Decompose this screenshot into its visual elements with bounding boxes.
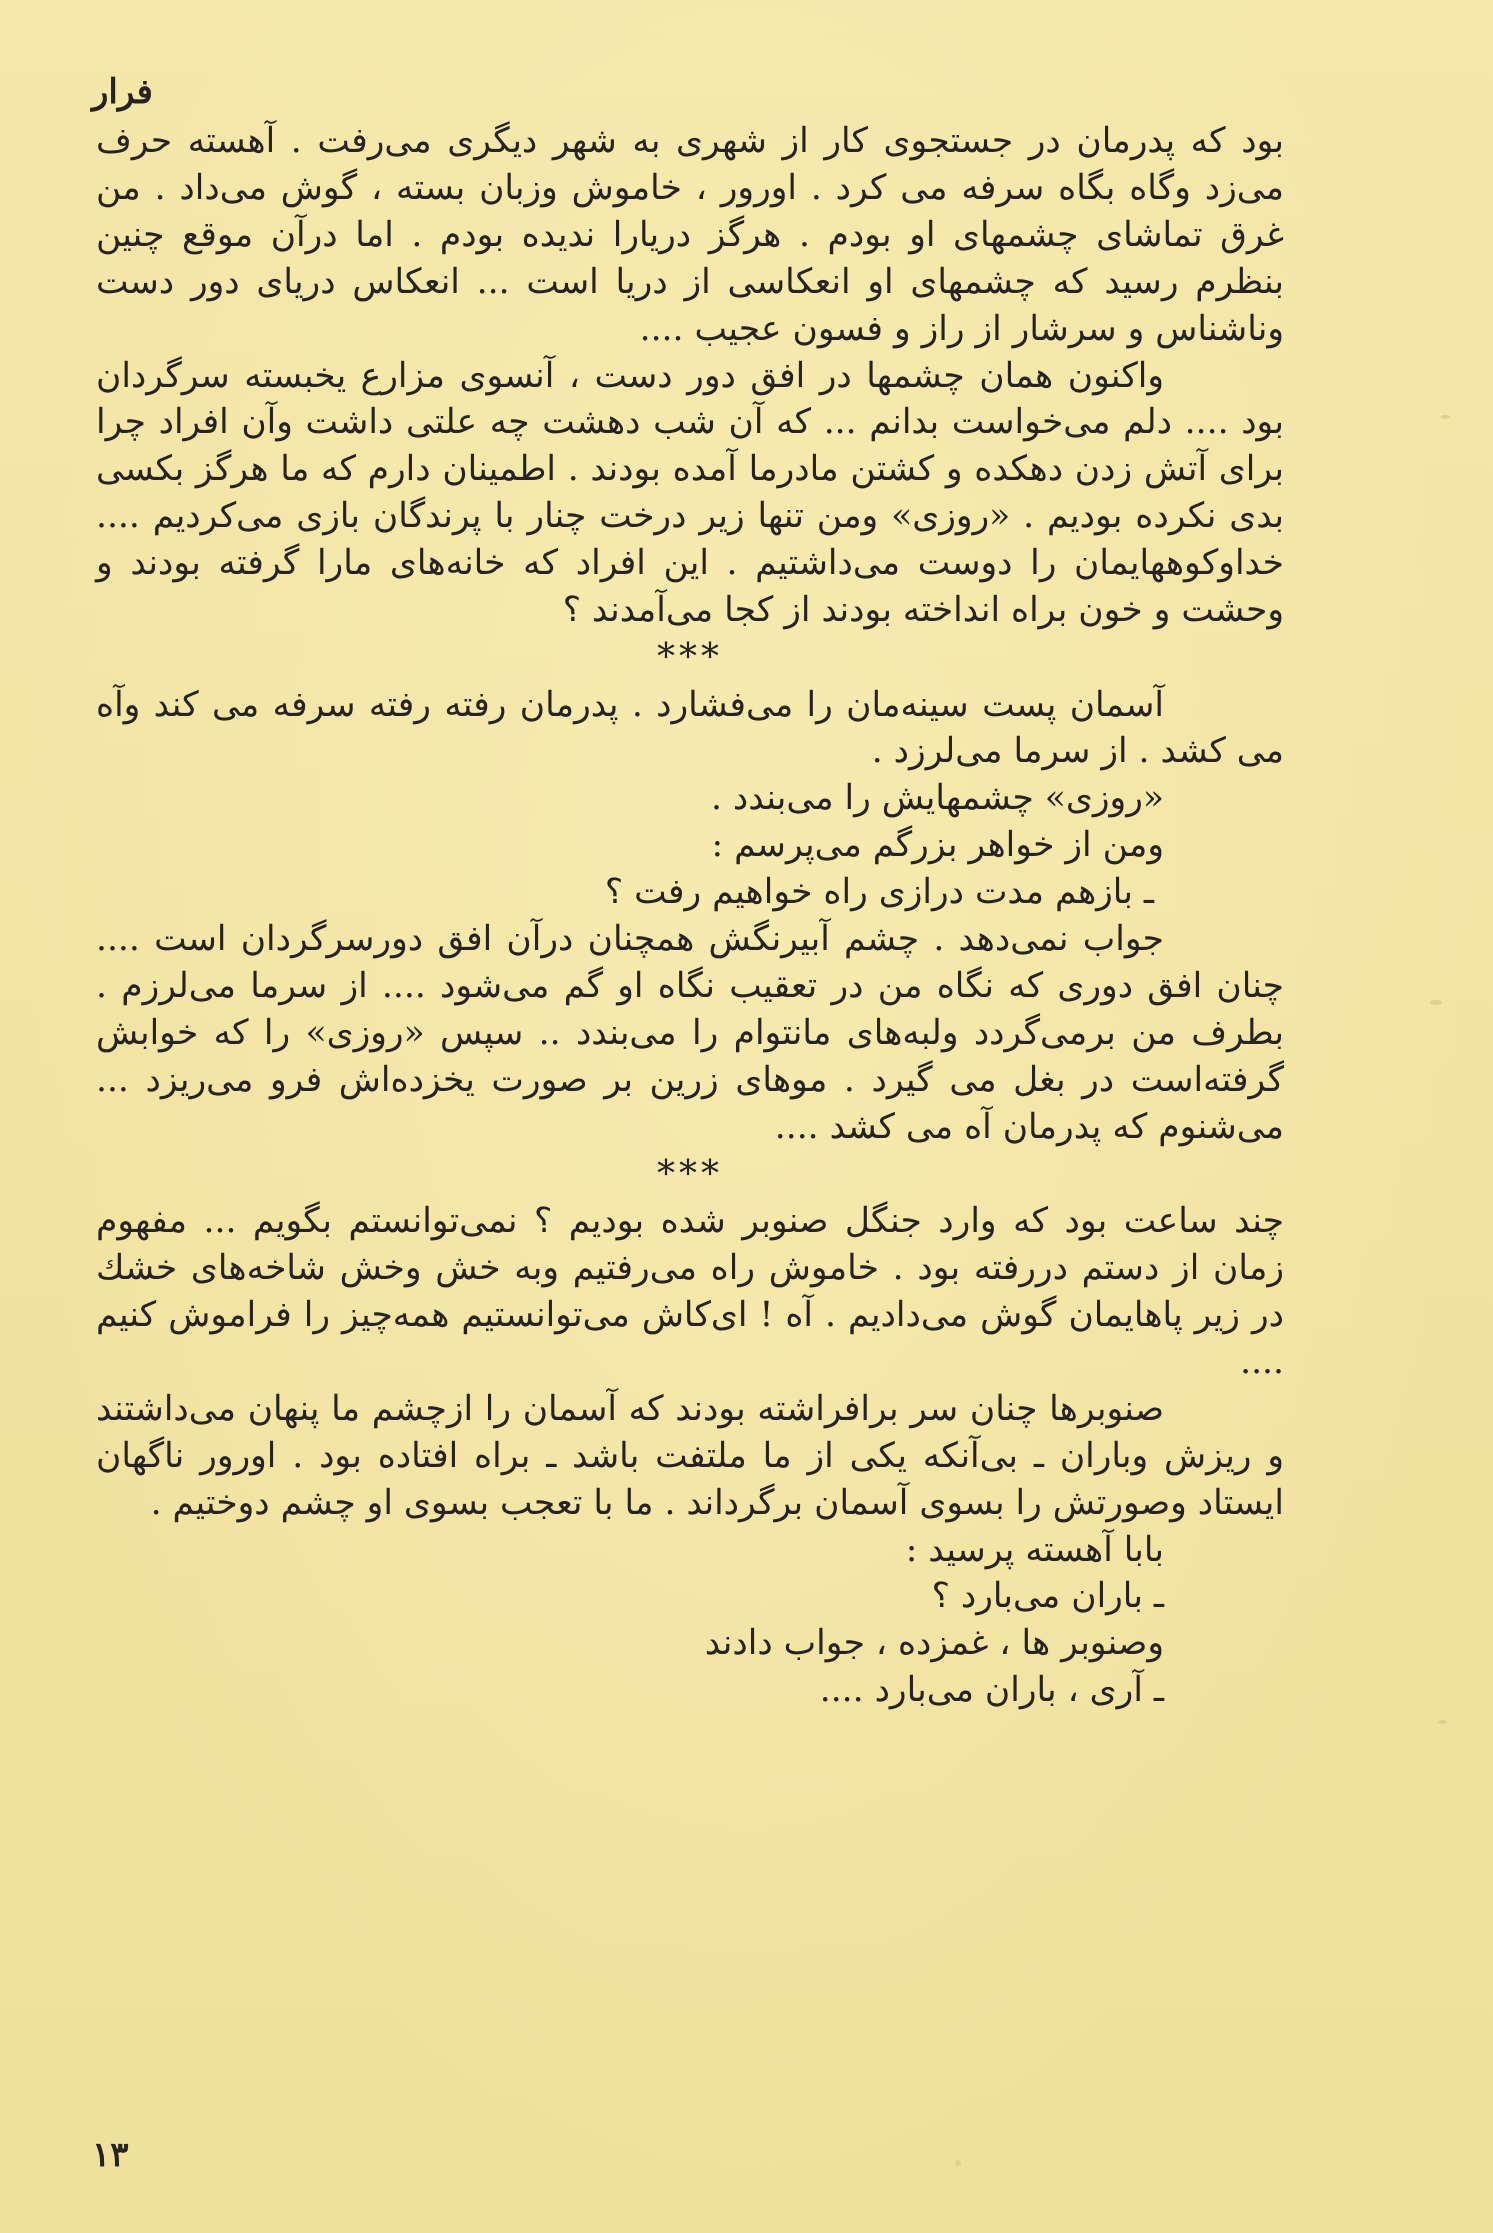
paragraph: واکنون همان چشمها در افق دور دست ، آنسوی مزارع یخبسته سرگردان بود .... دلم می‌خواست بدانم ... که آن شب دهشت چه علتی داشت وآن افراد چرا برای آتش زدن دهکده و کشتن مادرما آمده بودند . اطمینان دارم که ما هرگز بکسی بدی نکرده بودیم . «روزی» ومن تنها زیر درخت چنار با پرندگان بازی می‌کردیم .... خداوکوههایمان را دوست می‌داشتیم . این افراد که خانه‌های مارا گرفته بودند و وحشت و خون براه انداخته بودند از کجا می‌آمدند ؟	[96, 355, 1284, 631]
paragraph: بود که پدرمان در جستجوی کار از شهری به شهر دیگری می‌رفت . آهسته حرف می‌زد وگاه بگاه سرفه می کرد . اورور ، خاموش وزبان بسته ، گوش می‌داد . من غرق تماشای چشمهای او بودم . هرگز دریارا ندیده بودم . اما درآن موقع چنین بنظرم رسید که چشمهای او انعکاسی از دریا است ... انعکاس دریای دور دست وناشناس و سرشار از راز و فسون عجیب ....	[96, 121, 1284, 349]
paragraph: صنوبرها چنان سر برافراشته بودند که آسمان را ازچشم ما پنهان می‌داشتند و ریزش وباران ـ بی‌آنکه یکی از ما ملتفت باشد ـ براه افتاده بود . اورور ناگهان ایستاد وصورتش را بسوی آسمان برگرداند . ما با تعجب بسوی او چشم دوختیم .	[96, 1388, 1284, 1523]
paragraph: چند ساعت بود که وارد جنگل صنوبر شده بودیم ؟ نمی‌توانستم بگویم ... مفهوم زمان از دستم دررفته بود . خاموش راه می‌رفتیم وبه خش وخش شاخه‌های خشك در زیر پاهایمان گوش می‌دادیم . آه ! ای‌کاش می‌توانستیم همه‌چیز را فراموش کنیم ....	[96, 1201, 1284, 1382]
section-separator: ***	[657, 1153, 723, 1195]
paragraph: جواب نمی‌دهد . چشم آبیرنگش همچنان درآن افق دورسرگردان است .... چنان افق دوری که نگاه من در تعقیب نگاه او گم می‌شود .... از سرما می‌لرزم . بطرف من برمی‌گردد ولبه‌های مانتوام را می‌بندد .. سپس «روزی» را که خوابش گرفته‌است در بغل می گیرد . موهای زرین بر صورت یخزده‌اش فرو می‌ریزد ... می‌شنوم که پدرمان آه می کشد ....	[96, 919, 1284, 1147]
body-text	[96, 118, 1284, 1714]
paper-speck	[1430, 1000, 1442, 1005]
paragraph: آسمان پست سینه‌مان را می‌فشارد . پدرمان رفته رفته سرفه می کند وآه می کشد . از سرما می‌لرزد .	[96, 684, 1284, 772]
dialog-line: بابا آهسته پرسید :	[905, 1529, 1164, 1570]
dialog-line: ـ آری ، باران می‌بارد ....	[819, 1670, 1164, 1711]
dialog-line: «روزی» چشمهایش را می‌بندد .	[710, 778, 1164, 819]
dialog-line: ـ بازهم مدت درازی راه خواهیم رفت ؟	[604, 872, 1154, 913]
page-number: ۱۳	[92, 2135, 129, 2175]
section-separator: ***	[657, 636, 723, 678]
paper-speck	[955, 2160, 961, 2166]
paper-speck	[1438, 1720, 1447, 1724]
dialog-line: ومن از خواهر بزرگم می‌پرسم :	[711, 825, 1164, 866]
dialog-line: ـ باران می‌بارد ؟	[931, 1576, 1164, 1617]
running-header: فرار	[92, 72, 153, 112]
dialog-line: وصنوبر ها ، غمزده ، جواب دادند	[704, 1623, 1164, 1664]
paper-speck	[1440, 415, 1450, 419]
